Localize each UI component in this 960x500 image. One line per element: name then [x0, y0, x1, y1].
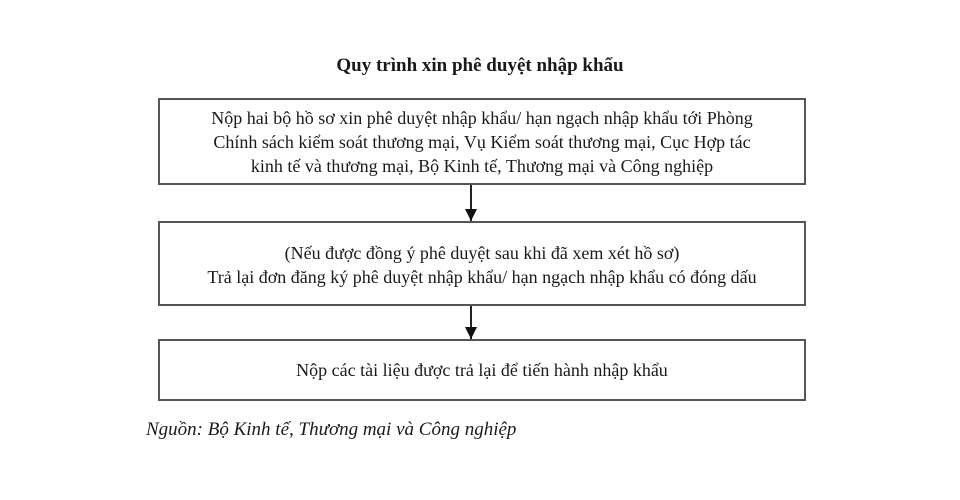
step-3-box [158, 339, 806, 401]
diagram-title: Quy trình xin phê duyệt nhập khẩu [336, 55, 624, 76]
step-1-line-2: Chính sách kiểm soát thương mại, Vụ Kiểm soát thương mại, Cục Hợp tác [213, 131, 751, 152]
arrow-down-icon [465, 209, 477, 221]
source-note: Nguồn: Bộ Kinh tế, Thương mại và Công nghiệp [146, 419, 517, 440]
arrow-down-icon [465, 327, 477, 339]
step-2-line-1: (Nếu được đồng ý phê duyệt sau khi đã xem xét hồ sơ) [284, 242, 680, 263]
step-1-line-3: kinh tế và thương mại, Bộ Kinh tế, Thương mại và Công nghiệp [250, 155, 714, 176]
step-3-line-1: Nộp các tài liệu được trả lại để tiến hành nhập khẩu [296, 360, 668, 380]
step-1-line-1: Nộp hai bộ hồ sơ xin phê duyệt nhập khẩu/ hạn ngạch nhập khẩu tới Phòng [211, 107, 753, 128]
arrow-step-1-to-2 [470, 185, 472, 221]
arrow-step-2-to-3 [470, 306, 472, 339]
step-2-box [158, 221, 806, 306]
step-2-line-2: Trả lại đơn đăng ký phê duyệt nhập khẩu/ hạn ngạch nhập khẩu có đóng dấu [207, 266, 757, 287]
step-1-box [158, 98, 806, 185]
